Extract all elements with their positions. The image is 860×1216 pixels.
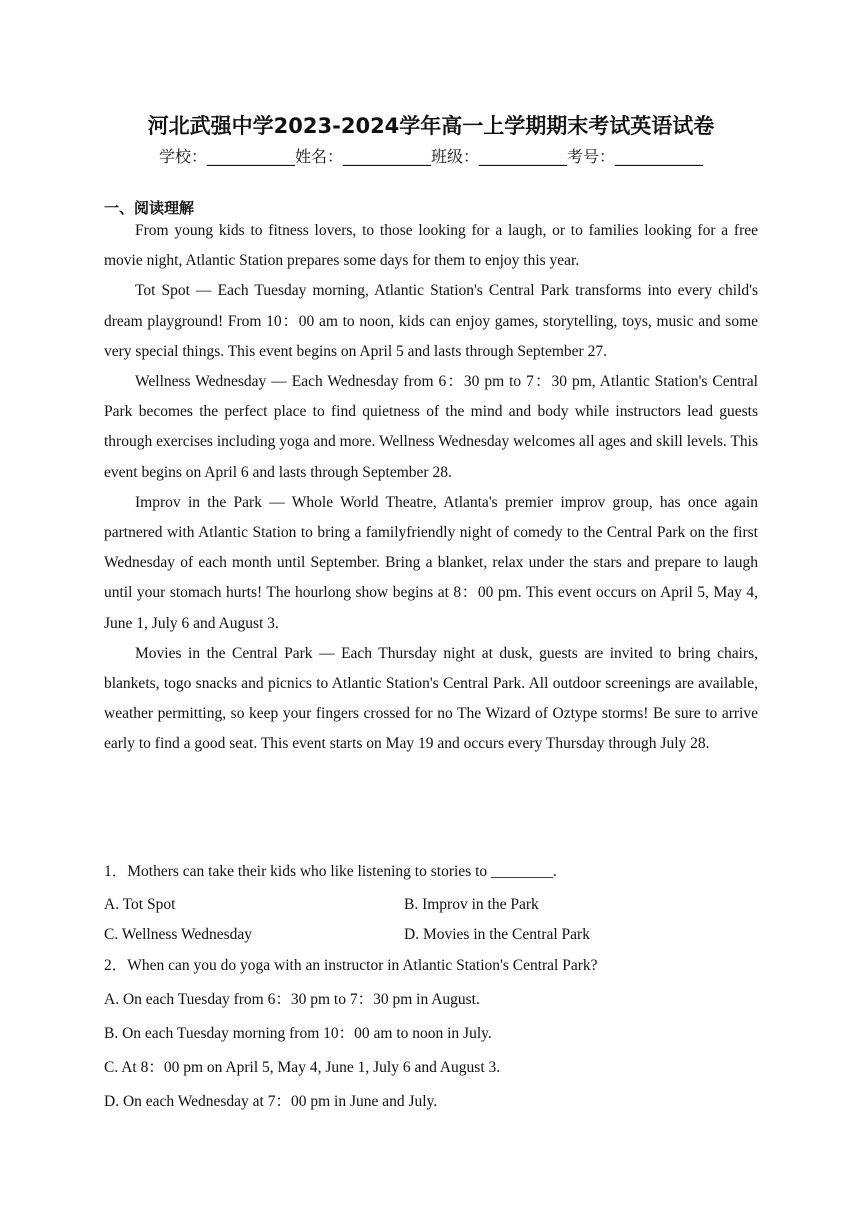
question-2-option-d: D. On each Wednesday at 7：00 pm in June and July. — [104, 1093, 438, 1110]
question-2-stem: 2．When can you do yoga with an instructor in Atlantic Station's Central Park? — [104, 957, 598, 974]
question-1-stem: 1．Mothers can take their kids who like listening to stories to ________. — [104, 863, 557, 880]
student-info-fields: 学校：___________姓名：___________班级：___________考号：___________ — [158, 147, 703, 166]
passage-paragraph: From young kids to fitness lovers, to those looking for a laugh, or to families looking for a free movie night, Atlantic Station prepares some days for them to enjoy this year. — [104, 222, 758, 270]
question-1-option-a: A. Tot Spot — [104, 896, 176, 913]
question-2-option-c: C. At 8：00 pm on April 5, May 4, June 1, July 6 and August 3. — [104, 1059, 501, 1076]
passage-paragraph: Wellness Wednesday — Each Wednesday from 6：30 pm to 7：30 pm, Atlantic Station's Central Park becomes the perfect place to find quietness of the mind and body while instructors lead guests through exercises including yoga and more. Wellness Wednesday welcomes all ages and skill levels. This event begins on April 6 and lasts through September 28. — [104, 373, 758, 481]
passage-paragraph: Improv in the Park — Whole World Theatre, Atlanta's premier improv group, has once again partnered with Atlantic Station to bring a familyfriendly night of comedy to the Central Park on the first Wednesday of each month until September. Bring a blanket, relax under the stars and prepare to laugh until your stomach hurts! The hourlong show begins at 8：00 pm. This event occurs on April 5, May 4, June 1, July 6 and August 3. — [104, 493, 758, 632]
question-1-option-b: B. Improv in the Park — [404, 896, 539, 913]
section-heading: 一、阅读理解 — [104, 199, 195, 217]
reading-passage — [104, 216, 758, 760]
question-2-option-b: B. On each Tuesday morning from 10：00 am to noon in July. — [104, 1025, 492, 1042]
exam-title: 河北武强中学2023-2024学年高一上学期期末考试英语试卷 — [147, 114, 715, 138]
question-2-option-a: A. On each Tuesday from 6：30 pm to 7：30 pm in August. — [104, 991, 480, 1008]
student-info-line — [104, 146, 758, 168]
question-1-option-c: C. Wellness Wednesday — [104, 926, 253, 943]
passage-paragraph: Movies in the Central Park — Each Thursday night at dusk, guests are invited to bring chairs, blankets, togo snacks and picnics to Atlantic Station's Central Park. All outdoor screenings are available, weather permitting, so keep your fingers crossed for no The Wizard of Oztype storms! Be sure to arrive early to find a good seat. This event starts on May 19 and occurs every Thursday through July 28. — [104, 644, 758, 753]
question-1-option-d: D. Movies in the Central Park — [404, 926, 590, 943]
passage-paragraph: Tot Spot — Each Tuesday morning, Atlantic Station's Central Park transforms into every child's dream playground! From 10：00 am to noon, kids can enjoy games, storytelling, toys, music and some very special things. This event begins on April 5 and lasts through September 27. — [104, 282, 758, 360]
